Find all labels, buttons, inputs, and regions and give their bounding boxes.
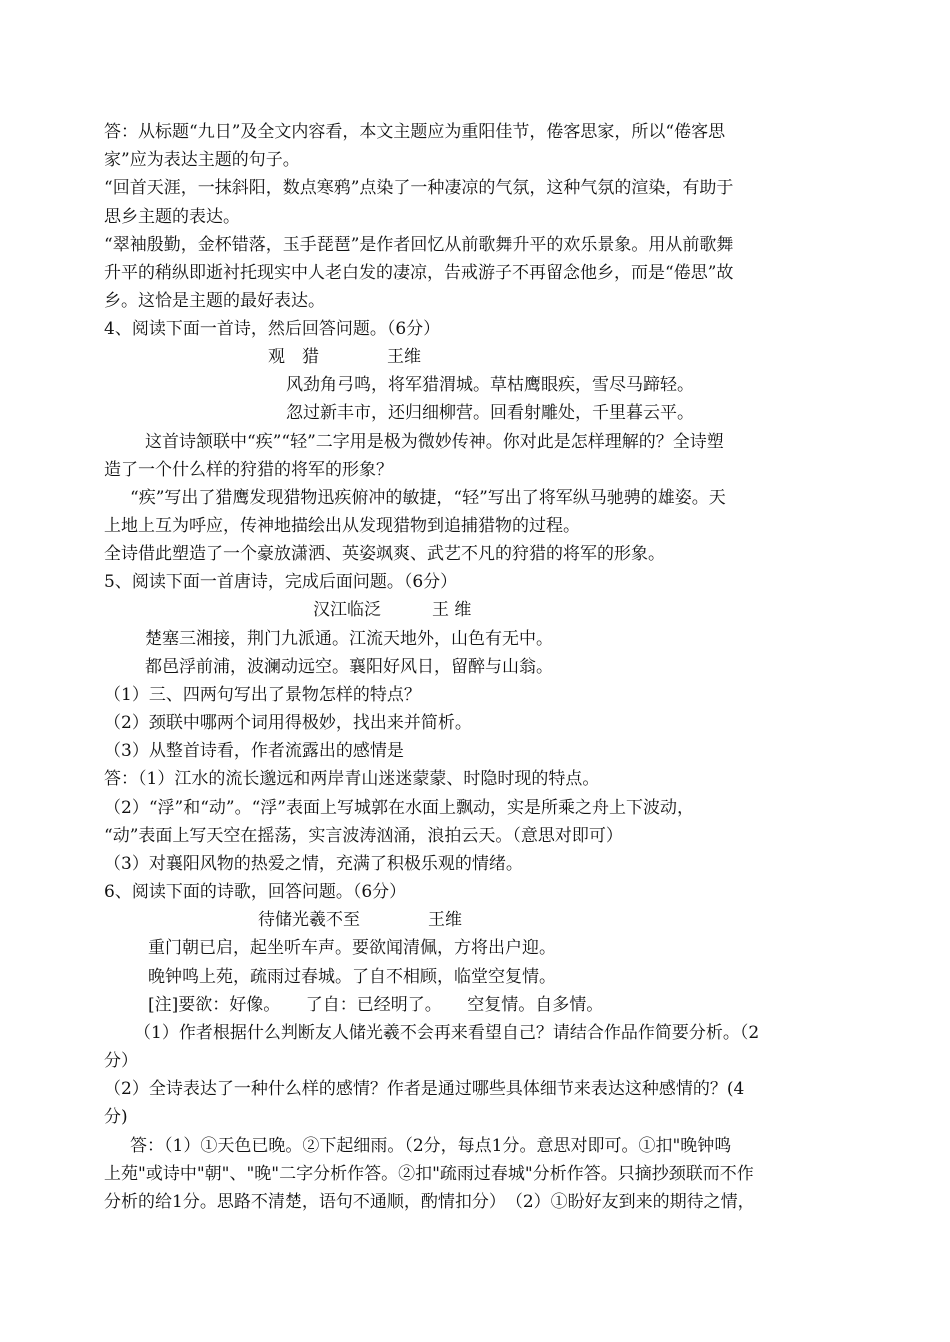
poem-line: 忽过新丰市，还归细柳营。回看射雕处，千里暮云平。 <box>286 403 694 423</box>
text-line: 答：（1）江水的流长邈远和两岸青山迷迷蒙蒙、时隐时现的特点。 <box>104 769 600 789</box>
question-heading: 5、阅读下面一首唐诗，完成后面问题。（6分） <box>104 572 458 592</box>
poem-line: 都邑浮前浦，波澜动远空。襄阳好风日，留醉与山翁。 <box>145 657 553 677</box>
text-line: “翠袖殷勤，金杯错落，玉手琵琶”是作者回忆从前歌舞升平的欢乐景象。用从前歌舞 <box>104 235 734 255</box>
poem-line: 楚塞三湘接，荆门九派通。江流天地外，山色有无中。 <box>145 629 553 649</box>
text-line: 思乡主题的表达。 <box>104 207 240 227</box>
text-line: （3）从整首诗看，作者流露出的感情是 <box>104 741 404 761</box>
question-heading: 4、阅读下面一首诗，然后回答问题。（6分） <box>104 319 441 339</box>
text-line: 乡。这恰是主题的最好表达。 <box>104 291 325 311</box>
text-line: 上地上互为呼应，传神地描绘出从发现猎物到追捕猎物的过程。 <box>104 516 580 536</box>
poem-title: 观 猎 王维 <box>268 347 421 367</box>
text-line: 分析的给1分。思路不清楚，语句不通顺，酌情扣分） （2）①盼好友到来的期待之情， <box>104 1192 755 1212</box>
text-line: 全诗借此塑造了一个豪放潇洒、英姿飒爽、武艺不凡的狩猎的将军的形象。 <box>104 544 665 564</box>
text-line: “回首天涯，一抹斜阳，数点寒鸦”点染了一种凄凉的气氛，这种气氛的渲染，有助于 <box>104 178 734 198</box>
poem-note: [注]要欲：好像。 了自：已经明了。 空复情。自多情。 <box>148 995 604 1015</box>
text-line: （3）对襄阳风物的热爱之情，充满了积极乐观的情绪。 <box>104 854 523 874</box>
poem-line: 重门朝已启，起坐听车声。要欲闻清佩，方将出户迎。 <box>148 938 556 958</box>
text-line: 家”应为表达主题的句子。 <box>104 150 300 170</box>
poem-line: 风劲角弓鸣，将军猎渭城。草枯鹰眼疾，雪尽马蹄轻。 <box>286 375 694 395</box>
poem-line: 晚钟鸣上苑，疏雨过春城。了自不相顾，临堂空复情。 <box>148 967 556 987</box>
text-line: 升平的稍纵即逝衬托现实中人老白发的凄凉，告戒游子不再留念他乡，而是“倦思”故 <box>104 263 734 283</box>
text-line: （2）“浮”和“动”。“浮”表面上写城郭在水面上飘动，实是所乘之舟上下波动， <box>104 798 694 818</box>
text-line: 分） <box>104 1051 138 1071</box>
text-line: 这首诗颔联中“疾”“轻”二字用是极为微妙传神。你对此是怎样理解的？全诗塑 <box>145 432 724 452</box>
text-line: （2）全诗表达了一种什么样的感情？作者是通过哪些具体细节来表达这种感情的？(4 <box>104 1079 745 1099</box>
text-line: 上苑"或诗中"朝"、"晚"二字分析作答。②扣"疏雨过春城"分析作答。只摘抄颈联而不作 <box>104 1164 754 1184</box>
text-line: 造了一个什么样的狩猎的将军的形象？ <box>104 460 393 480</box>
text-line: 答：（1）①天色已晚。②下起细雨。（2分，每点1分。意思对即可。①扣"晚钟鸣 <box>130 1136 732 1156</box>
text-line: （1）作者根据什么判断友人储光羲不会再来看望自己？请结合作品作简要分析。（2 <box>134 1023 760 1043</box>
text-line: （1）三、四两句写出了景物怎样的特点？ <box>104 685 421 705</box>
text-line: 分) <box>104 1107 128 1127</box>
question-heading: 6、阅读下面的诗歌，回答问题。（6分） <box>104 882 407 902</box>
text-line: 答：从标题“九日”及全文内容看，本文主题应为重阳佳节，倦客思家，所以“倦客思 <box>104 122 726 142</box>
poem-title: 待储光羲不至 王维 <box>258 910 462 930</box>
text-line: “疾”写出了猎鹰发现猎物迅疾俯冲的敏捷，“轻”写出了将军纵马驰骋的雄姿。天 <box>130 488 726 508</box>
text-line: （2）颈联中哪两个词用得极妙，找出来并简析。 <box>104 713 472 733</box>
text-line: “动”表面上写天空在摇荡，实言波涛汹涌，浪拍云天。（意思对即可） <box>104 826 623 846</box>
poem-title: 汉江临泛 王 维 <box>313 600 472 620</box>
